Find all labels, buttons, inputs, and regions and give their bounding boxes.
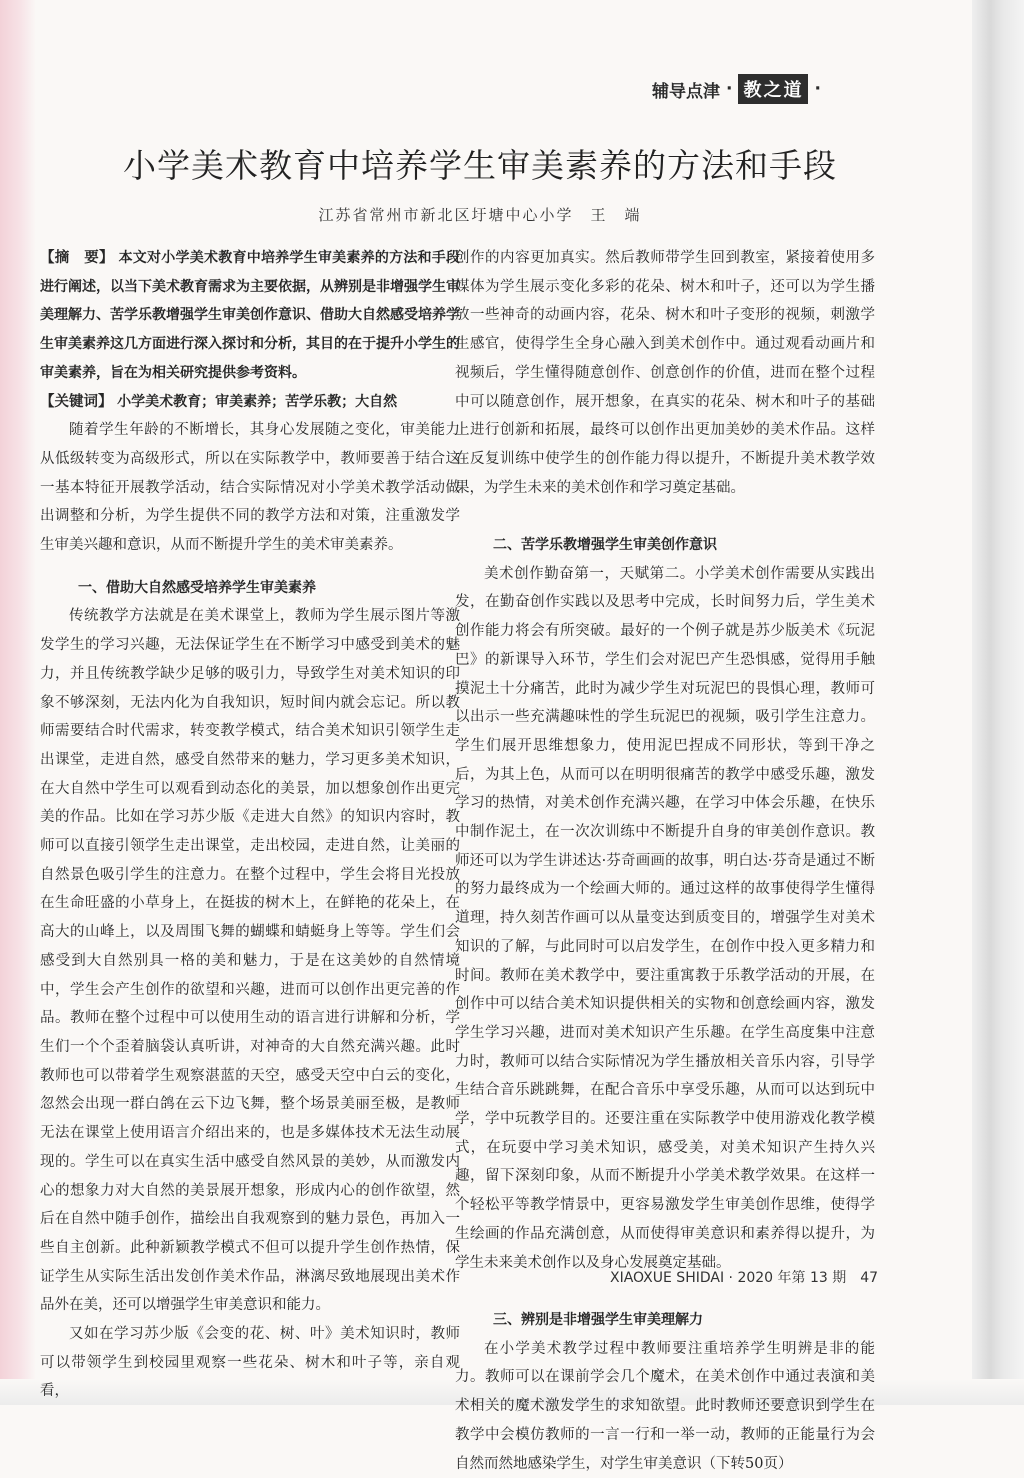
abstract-text: 本文对小学美术教育中培养学生审美素养的方法和手段进行阐述，以当下美术教育需求为主要依据，从辨别是非增强学生审美理解力、苦学乐教增强学生审美创作意识、借助大自然感受培养学生审美素养这几方面进行深入探讨和分析，其目的在于提升小学生的审美素养，旨在为相关研究提供参考资料。 (40, 250, 461, 381)
left-column (40, 244, 460, 1406)
section-box: 教之道 (738, 74, 808, 104)
section2-paragraph-1: 美术创作勤奋第一，天赋第二。小学美术创作需要从实践出发，在勤奋创作实践以及思考中完成，长时间努力后，学生美术创作能力将会有所突破。最好的一个例子就是苏少版美术《玩泥巴》的新课导入环节，学生们会对泥巴产生恐惧感，觉得用手触摸泥土十分痛苦，此时为减少学生对玩泥巴的畏惧心理，教师可以出示一些充满趣味性的学生玩泥巴的视频，吸引学生注意力。学生们展开思维想象力，使用泥巴捏成不同形状，等到干净之后，为其上色，从而可以在明明很痛苦的教学中感受乐趣，激发学习的热情，对美术创作充满兴趣，在学习中体会乐趣，在快乐中制作泥土，在一次次训练中不断提升自身的审美创作意识。教师还可以为学生讲述达·芬奇画画的故事，明白达·芬奇是通过不断的努力最终成为一个绘画大师的。通过这样的故事使得学生懂得道理，持久刻苦作画可以从量变达到质变目的，增强学生对美术知识的了解，与此同时可以启发学生，在创作中投入更多精力和时间。教师在美术教学中，要注重寓教于乐教学活动的开展，在创作中可以结合美术知识提供相关的实物和创意绘画内容，激发学生学习兴趣，进而对美术知识产生乐趣。在学生高度集中注意力时，教师可以结合实际情况为学生播放相关音乐内容，引导学生结合音乐跳跳舞，在配合音乐中享受乐趣，从而可以达到玩中学，学中玩教学目的。还要注重在实际教学中使用游戏化教学模式，在玩耍中学习美术知识，感受美，对美术知识产生持久兴趣，留下深刻印象，从而不断提升小学美术教学效果。在这样一个轻松平等教学情景中，更容易激发学生审美创作思维，使得学生绘画的作品充满创意，从而使得审美意识和素养得以提升，为学生未来美术创作以及身心发展奠定基础。 (455, 565, 875, 1271)
section1-paragraph-1: 传统教学方法就是在美术课堂上，教师为学生展示图片等激发学生的学习兴趣，无法保证学生在不断学习中感受到美术的魅力，并且传统教学缺少足够的吸引力，导致学生对美术知识的印象不够深刻，无法内化为自我知识，短时间内就会忘记。所以教师需要结合时代需求，转变教学模式，结合美术知识引领学生走出课堂，走进自然，感受自然带来的魅力，学习更多美术知识，在大自然中学生可以观看到动态化的美景，加以想象创作出更完美的作品。比如在学习苏少版《走进大自然》的知识内容时，教师可以直接引领学生走出课堂，走出校园，走进自然，让美丽的自然景色吸引学生的注意力。在整个过程中，学生会将目光投放在生命旺盛的小草身上，在挺拔的树木上，在鲜艳的花朵上，在高大的山峰上，以及周围飞舞的蝴蝶和蜻蜓身上等等。学生们会感受到大自然别具一格的美和魅力，于是在这美妙的自然情境中，学生会产生创作的欲望和兴趣，进而可以创作出更完善的作品。教师在整个过程中可以使用生动的语言进行讲解和分析，学生们一个个歪着脑袋认真听讲，对神奇的大自然充满兴趣。此时教师也可以带着学生观察湛蓝的天空，感受天空中白云的变化，忽然会出现一群白鸽在云下边飞舞，整个场景美丽至极，是教师无法在课堂上使用语言介绍出来的，也是多媒体技术无法生动展现的。学生可以在真实生活中感受自然风景的美妙，从而激发内心的想象力对大自然的美景展开想象，形成内心的创作欲望，然后在自然中随手创作，描绘出自我观察到的魅力景色，再加入一些自主创新。此种新颖教学模式不但可以提升学生创作热情，保证学生从实际生活出发创作美术作品，淋漓尽致地展现出美术作品外在美，还可以增强学生审美意识和能力。 (40, 608, 460, 1314)
right-column (455, 244, 875, 1478)
article-title: 小学美术教育中培养学生审美素养的方法和手段 (123, 146, 837, 185)
section-heading-3: 三、辨别是非增强学生审美理解力 (493, 1311, 703, 1328)
section3-paragraph-1: 在小学美术教学过程中教师要注重培养学生明辨是非的能力。教师可以在课前学会几个魔术，在美术创作中通过表演和美术相关的魔术激发学生的求知欲望。此时教师还要意识到学生在教学中会模仿教师的一言一行和一举一动，教师的正能量行为会自然而然地感染学生，对学生审美意识（下转50页） (455, 1340, 875, 1472)
intro-paragraph: 随着学生年龄的不断增长，其身心发展随之变化，审美能力从低级转变为高级形式，所以在实际教学中，教师要善于结合这一基本特征开展教学活动，结合实际情况对小学美术教学活动做出调整和分析，为学生提供不同的教学方法和对策，注重激发学生审美兴趣和意识，从而不断提升学生的美术审美素养。 (40, 422, 460, 554)
section-heading-1: 一、借助大自然感受培养学生审美素养 (78, 579, 316, 596)
spacer (455, 502, 875, 531)
page-right-edge (972, 0, 1024, 1405)
section1-paragraph-2: 又如在学习苏少版《会变的花、树、叶》美术知识时，教师可以带领学生到校园里观察一些花朵、树木和叶子等，亲自观看， (40, 1326, 460, 1400)
section-tag (652, 74, 827, 104)
keywords-text: 小学美术教育；审美素养；苦学乐教；大自然 (117, 393, 398, 410)
abstract-label: 【摘 要】 (40, 250, 114, 266)
article-byline: 江苏省常州市新北区圩塘中心小学 王 端 (318, 206, 642, 224)
keywords-label: 【关键词】 (40, 393, 113, 410)
section-heading-2: 二、苦学乐教增强学生审美创作意识 (493, 537, 717, 554)
continuation-paragraph: 创作的内容更加真实。然后教师带学生回到教室，紧接着使用多媒体为学生展示变化多彩的花朵、树木和叶子，还可以为学生播放一些神奇的动画内容，花朵、树木和叶子变形的视频，刺激学生感官，使得学生全身心融入到美术创作中。通过观看动画片和视频后，学生懂得随意创作、创意创作的价值，进而在整个过程中可以随意创作，展开想象，在真实的花朵、树木和叶子的基础上进行创新和拓展，最终可以创作出更加美妙的美术作品。这样在反复训练中使学生的创作能力得以提升，不断提升美术教学效果，为学生未来的美术创作和学习奠定基础。 (455, 250, 875, 496)
keywords (40, 388, 460, 417)
spacer (40, 560, 460, 574)
dot-separator: · (726, 79, 733, 99)
dot-separator-end: · (814, 79, 821, 99)
section-label: 辅导点津 (652, 81, 720, 102)
abstract (40, 244, 460, 388)
page-footer: XIAOXUE SHIDAI · 2020 年第 13 期 47 (610, 1270, 879, 1286)
